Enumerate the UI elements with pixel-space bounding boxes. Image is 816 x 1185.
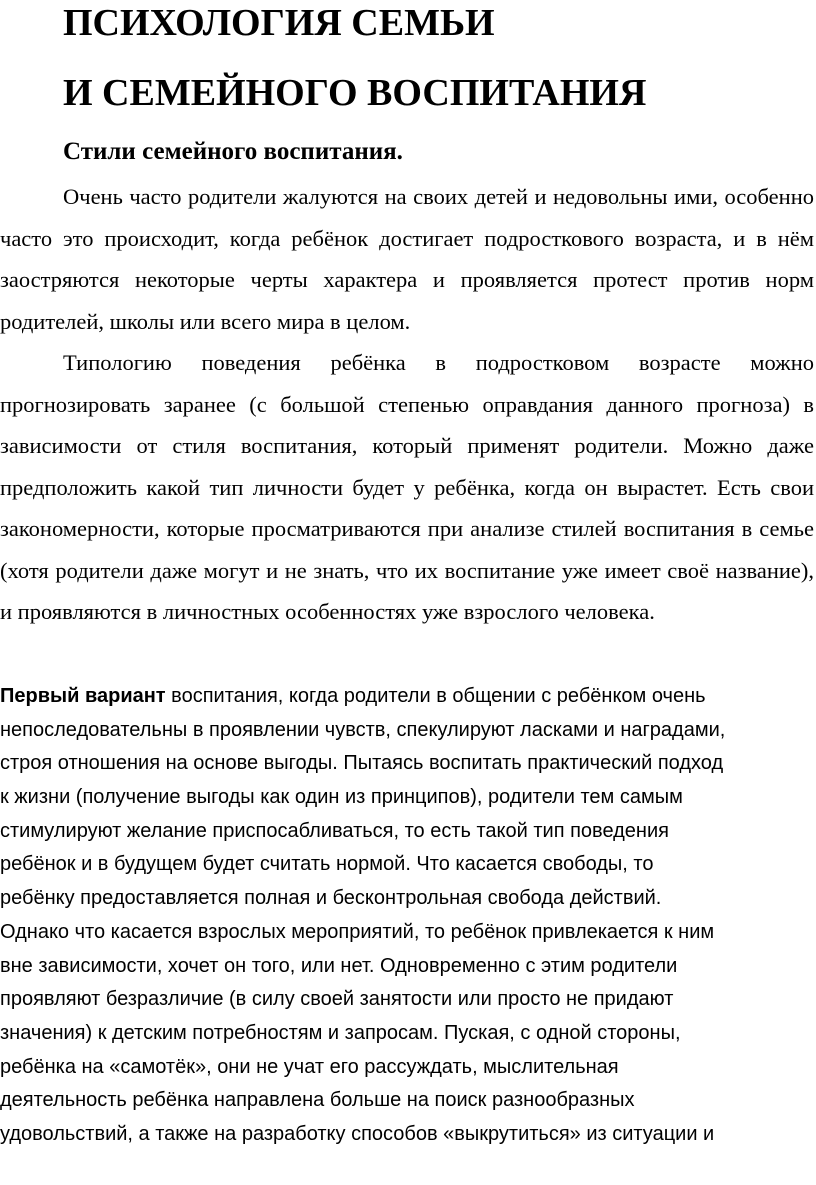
paragraph-typology: Типологию поведения ребёнка в подростковом возрасте можно прогнозировать заранее (с большой степенью оправдания данного прогноза) в зависимости от стиля воспитания, который применят родители. Можно даже предположить какой тип личности будет у ребёнка, когда он вырастет. Есть свои закономерности, которые просматриваются при анализе стилей воспитания в семье (хотя родители даже могут и не знать, что их воспитание уже имеет своё название), и проявляются в личностных особенностях уже взрослого человека. (0, 350, 814, 624)
paragraph-line: стимулируют желание приспосабливаться, то есть такой тип поведения (0, 819, 669, 842)
paragraph-line: ребёнок и в будущем будет считать нормой. Что касается свободы, то (0, 853, 654, 876)
section-heading: Стили семейного воспитания. (63, 138, 403, 165)
document-title-line-2: И СЕМЕЙНОГО ВОСПИТАНИЯ (63, 72, 647, 114)
paragraph-line: деятельность ребёнка направлена больше на поиск разнообразных (0, 1089, 635, 1112)
first-variant-label: Первый вариант (0, 685, 166, 707)
paragraph-line: Однако что касается взрослых мероприятий, то ребёнок привлекается к ним (0, 920, 715, 943)
paragraph-line-text: воспитания, когда родители в общении с ребёнком очень (165, 685, 706, 707)
paragraph-line (0, 680, 812, 714)
paragraph-first-variant (0, 680, 812, 1152)
document-title-line-1: ПСИХОЛОГИЯ СЕМЬИ (63, 2, 495, 44)
paragraph-intro: Очень часто родители жалуются на своих детей и недовольны ими, особенно часто это происходит, когда ребёнок достигает подросткового возраста, и в нём заостряются некоторые черты характера и проявляется протест против норм родителей, школы или всего мира в целом. (0, 184, 814, 334)
paragraph-line: ребёнка на «самотёк», они не учат его рассуждать, мыслительная (0, 1055, 619, 1078)
paragraph-line: непоследовательны в проявлении чувств, спекулируют ласками и наградами, (0, 718, 726, 741)
paragraph-line: удовольствий, а также на разработку способов «выкрутиться» из ситуации и (0, 1122, 715, 1145)
paragraph-line: проявляют безразличие (в силу своей занятости или просто не придают (0, 988, 674, 1011)
paragraph-line: вне зависимости, хочет он того, или нет. Одновременно с этим родители (0, 954, 678, 977)
paragraph-line: строя отношения на основе выгоды. Пытаясь воспитать практический подход (0, 752, 724, 775)
paragraph-line: значения) к детским потребностям и запросам. Пуская, с одной стороны, (0, 1021, 681, 1044)
paragraph-line: к жизни (получение выгоды как один из принципов), родители тем самым (0, 786, 683, 809)
paragraph-line: ребёнку предоставляется полная и бесконтрольная свобода действий. (0, 887, 662, 910)
